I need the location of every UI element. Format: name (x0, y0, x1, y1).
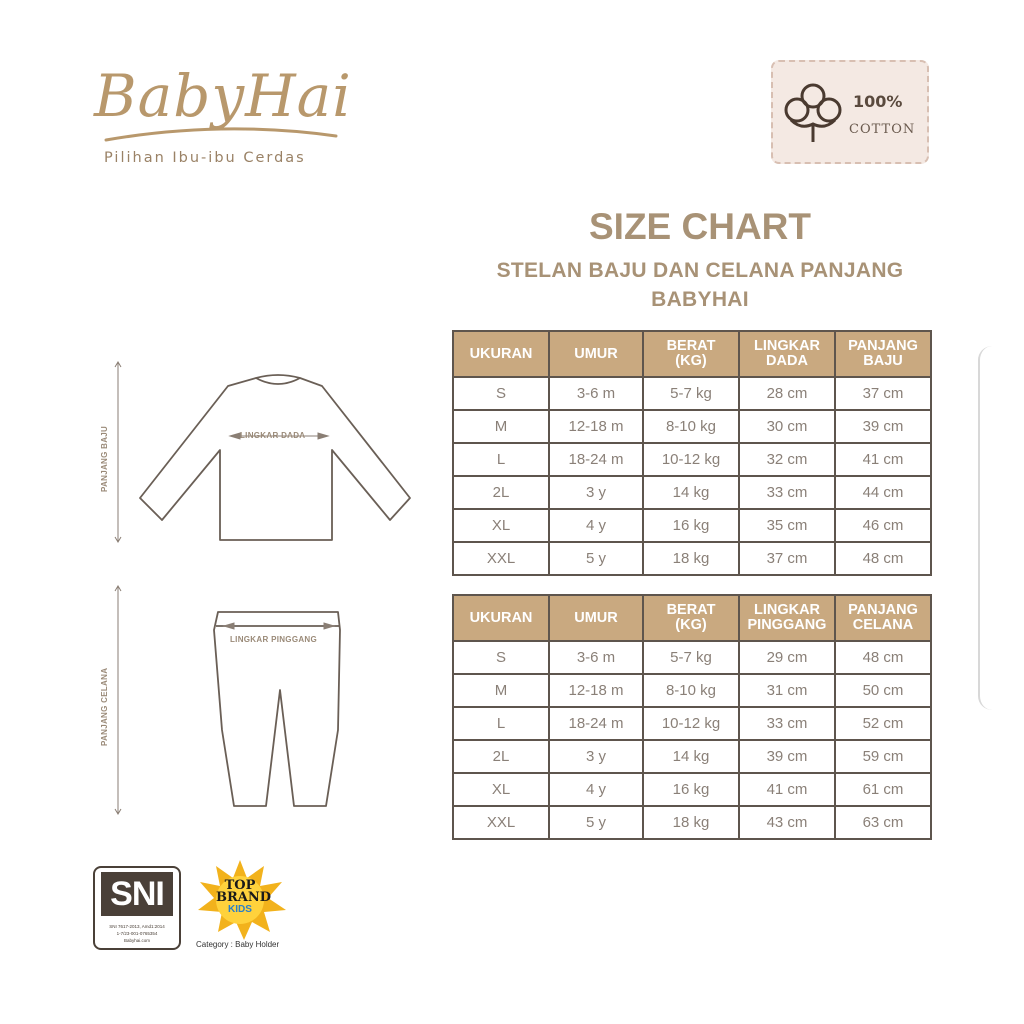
brand-name: BabyHai (94, 62, 352, 130)
header-cell (643, 595, 739, 641)
header-cell (739, 595, 835, 641)
brand-swoosh-icon (102, 124, 340, 146)
scroll-edge-handle[interactable] (978, 346, 1008, 710)
table-cell: 33 cm (739, 476, 835, 509)
table-cell: 8-10 kg (643, 674, 739, 707)
table-cell: 44 cm (835, 476, 931, 509)
header-cell-line: PANJANG (848, 602, 918, 618)
table-cell: 10-12 kg (643, 707, 739, 740)
header-cell (835, 331, 931, 377)
sni-line-3: Babyhai.com (123, 938, 150, 943)
top-brand-line-1: TOP (224, 878, 256, 893)
table-cell: 50 cm (835, 674, 931, 707)
sni-badge (93, 866, 181, 950)
table-cell: 59 cm (835, 740, 931, 773)
top-brand-badge (192, 860, 288, 940)
table-row (453, 674, 931, 707)
page-title: SIZE CHART (589, 206, 811, 247)
table-cell: 48 cm (835, 641, 931, 674)
table-cell: 31 cm (739, 674, 835, 707)
table-row (453, 377, 931, 410)
table-cell: S (453, 641, 549, 674)
table-cell: 12-18 m (549, 410, 643, 443)
panjang-baju-label: PANJANG BAJU (100, 425, 109, 492)
cotton-label: COTTON (849, 122, 916, 137)
table-row (453, 806, 931, 839)
table-cell: 3 y (549, 476, 643, 509)
table-row (453, 740, 931, 773)
table-cell: 43 cm (739, 806, 835, 839)
lingkar-dada-label: LINGKAR DADA (240, 431, 306, 440)
top-brand-kids: KIDS (228, 904, 252, 915)
header-cell-line: LINGKAR (753, 338, 821, 354)
table-cell: 18-24 m (549, 707, 643, 740)
category-label: Category : Baby Holder (196, 940, 280, 949)
table-cell: 46 cm (835, 509, 931, 542)
lingkar-pinggang-label: LINGKAR PINGGANG (230, 635, 318, 644)
table-cell: XXL (453, 806, 549, 839)
table-cell: 29 cm (739, 641, 835, 674)
header-cell (643, 331, 739, 377)
table-cell: 3 y (549, 740, 643, 773)
top-brand-line-2: BRAND (216, 890, 272, 905)
header-cell-line: DADA (766, 353, 808, 369)
table-row (453, 476, 931, 509)
size-table-baju (452, 330, 932, 576)
table-cell: 18-24 m (549, 443, 643, 476)
table-cell: 3-6 m (549, 641, 643, 674)
table-row (453, 443, 931, 476)
table-cell: 16 kg (643, 509, 739, 542)
cotton-flower-icon (781, 80, 845, 146)
table-cell: L (453, 443, 549, 476)
sni-mark: SNI (101, 872, 173, 916)
top-brand-text (216, 878, 272, 905)
table-cell: 5-7 kg (643, 641, 739, 674)
table-cell: 4 y (549, 773, 643, 806)
table-cell: 5-7 kg (643, 377, 739, 410)
header-cell-line: (KG) (675, 617, 707, 633)
table-cell: 33 cm (739, 707, 835, 740)
shirt-outline-icon (90, 350, 430, 820)
table-cell: 8-10 kg (643, 410, 739, 443)
header-cell-line: BERAT (666, 338, 716, 354)
table-row (453, 542, 931, 575)
table-cell: L (453, 707, 549, 740)
table-cell: 14 kg (643, 740, 739, 773)
table-cell: 10-12 kg (643, 443, 739, 476)
table-cell: 2L (453, 740, 549, 773)
table-cell: 4 y (549, 509, 643, 542)
table-cell: 3-6 m (549, 377, 643, 410)
table-cell: 18 kg (643, 806, 739, 839)
table-cell: 32 cm (739, 443, 835, 476)
table-header-row (453, 331, 931, 377)
header-cell-line: UMUR (574, 609, 618, 626)
table-cell: 5 y (549, 542, 643, 575)
table-row (453, 410, 931, 443)
header-cell (835, 595, 931, 641)
header-cell-line: PINGGANG (747, 617, 827, 633)
table-cell: XL (453, 773, 549, 806)
header-cell (549, 331, 643, 377)
table-cell: XXL (453, 542, 549, 575)
sni-line-1: SNI 7617-2013, Amd1:2014 (109, 924, 165, 929)
table-cell: 14 kg (643, 476, 739, 509)
table-cell: 37 cm (739, 542, 835, 575)
header-cell-line: LINGKAR (753, 602, 821, 618)
header-cell (739, 331, 835, 377)
size-table-celana (452, 594, 932, 840)
header-cell-line: PANJANG (848, 338, 918, 354)
table-cell: 52 cm (835, 707, 931, 740)
table-header-row (453, 595, 931, 641)
table-row (453, 509, 931, 542)
table-cell: 48 cm (835, 542, 931, 575)
table-cell: 61 cm (835, 773, 931, 806)
table-cell: 39 cm (835, 410, 931, 443)
table-cell: 39 cm (739, 740, 835, 773)
table-cell: S (453, 377, 549, 410)
cotton-badge (771, 60, 929, 164)
table-cell: 30 cm (739, 410, 835, 443)
table-cell: 2L (453, 476, 549, 509)
brand-logo (92, 62, 352, 182)
table-cell: XL (453, 509, 549, 542)
table-cell: 41 cm (739, 773, 835, 806)
header-cell-line: BERAT (666, 602, 716, 618)
table-cell: 12-18 m (549, 674, 643, 707)
table-cell: M (453, 410, 549, 443)
header-cell (453, 331, 549, 377)
header-cell (549, 595, 643, 641)
table-cell: 41 cm (835, 443, 931, 476)
header-cell-line: CELANA (852, 617, 914, 633)
table-row (453, 707, 931, 740)
table-row (453, 773, 931, 806)
table-cell: 16 kg (643, 773, 739, 806)
header-cell-line: UKURAN (469, 345, 533, 362)
subtitle-line-2: BABYHAI (651, 288, 749, 311)
header-cell-line: UMUR (574, 345, 618, 362)
table-cell: 37 cm (835, 377, 931, 410)
cotton-percent: 100% (853, 92, 903, 111)
header-cell-line: UKURAN (469, 609, 533, 626)
brand-tagline: Pilihan Ibu-ibu Cerdas (104, 150, 306, 166)
panjang-celana-label: PANJANG CELANA (100, 667, 109, 746)
table-row (453, 641, 931, 674)
table-cell: 28 cm (739, 377, 835, 410)
garment-diagrams (90, 350, 430, 820)
sni-line-2: 1-7/23-001-0765354 (116, 931, 158, 936)
table-cell: 35 cm (739, 509, 835, 542)
subtitle-line-1: STELAN BAJU DAN CELANA PANJANG (496, 259, 904, 282)
table-cell: 5 y (549, 806, 643, 839)
page-subtitle (430, 256, 970, 314)
table-cell: 63 cm (835, 806, 931, 839)
table-cell: M (453, 674, 549, 707)
table-cell: 18 kg (643, 542, 739, 575)
header-cell (453, 595, 549, 641)
header-cell-line: (KG) (675, 353, 707, 369)
header-cell-line: BAJU (863, 353, 903, 369)
